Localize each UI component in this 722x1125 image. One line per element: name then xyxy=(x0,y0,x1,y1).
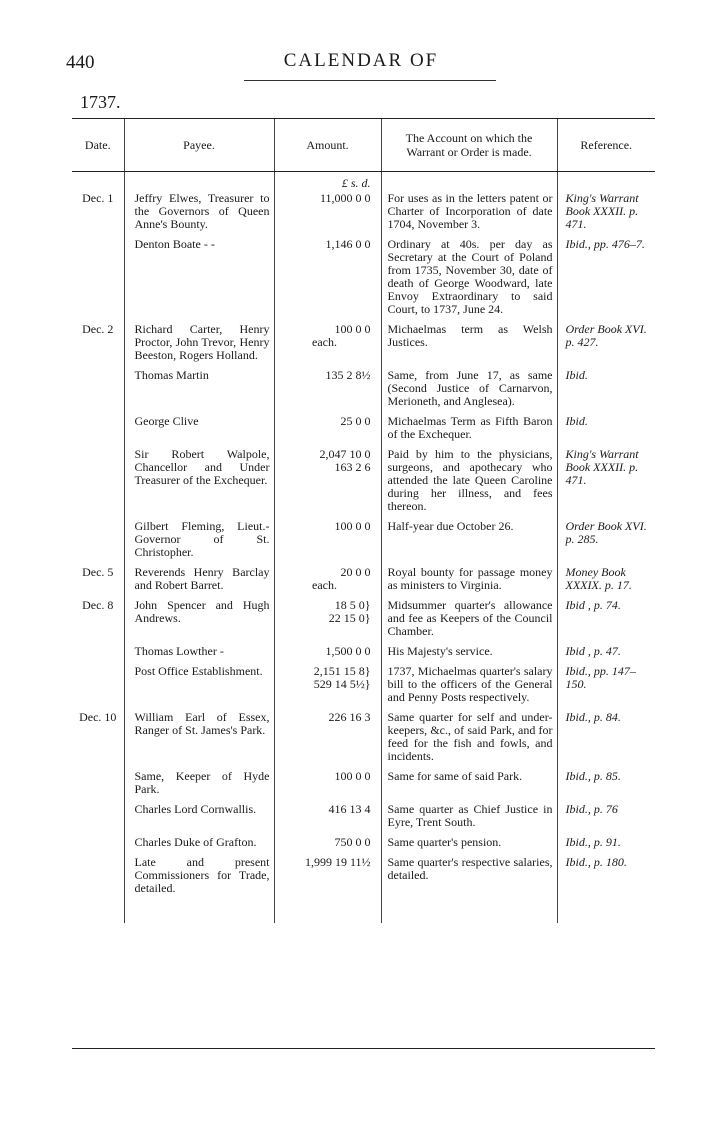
page-number: 440 xyxy=(66,52,95,73)
entry-payee: Same, Keeper of Hyde Park. xyxy=(124,770,274,803)
running-title: CALENDAR OF xyxy=(283,50,439,71)
entry-date: Dec. 10 xyxy=(79,710,117,724)
entry-date xyxy=(72,369,124,415)
calendar-table xyxy=(72,118,655,923)
title-rule xyxy=(244,80,496,81)
amount-line: 100 0 0 xyxy=(334,519,371,533)
entry-account: 1737, Michaelmas quarter's salary bill to the officers of the General and Penny Posts respectively. xyxy=(381,665,557,711)
entry-date xyxy=(72,520,124,566)
entry-amount xyxy=(274,323,381,369)
entry-payee: William Earl of Essex, Ranger of St. James's Park. xyxy=(124,711,274,770)
entry-amount xyxy=(274,711,381,770)
entry-account: Same quarter as Chief Justice in Eyre, Trent South. xyxy=(381,803,557,836)
entry-amount xyxy=(274,448,381,520)
entry-reference: Ibid., p. 180. xyxy=(557,856,655,923)
entry-account: Michaelmas term as Welsh Justices. xyxy=(381,323,557,369)
entry-payee: Gilbert Fleming, Lieut.-Governor of St. Christopher. xyxy=(124,520,274,566)
entry-payee: John Spencer and Hugh Andrews. xyxy=(124,599,274,645)
amount-line: 22 15 0} xyxy=(328,611,371,625)
entry-account: Same for same of said Park. xyxy=(381,770,557,803)
entry-payee: Richard Carter, Henry Proctor, John Trevor, Henry Beeston, Rogers Holland. xyxy=(124,323,274,369)
entry-amount xyxy=(274,192,381,238)
table-row xyxy=(72,711,655,770)
amount-line: 750 0 0 xyxy=(334,835,371,849)
amount-line: 11,000 0 0 xyxy=(319,191,371,205)
table-row xyxy=(72,192,655,238)
entry-date xyxy=(72,415,124,448)
table-row xyxy=(72,520,655,566)
amount-line: 1,999 19 11½ xyxy=(304,855,371,869)
table-row xyxy=(72,803,655,836)
entry-reference: Ibid., p. 76 xyxy=(557,803,655,836)
table-row xyxy=(72,645,655,665)
entry-reference: Order Book XVI. p. 427. xyxy=(557,323,655,369)
column-header-payee: Payee. xyxy=(124,119,274,172)
amount-line: 100 0 0 xyxy=(334,322,371,336)
entry-account: Half-year due October 26. xyxy=(381,520,557,566)
entry-payee: Thomas Martin xyxy=(124,369,274,415)
amount-line: 529 14 5½} xyxy=(313,677,371,691)
amount-line: 18 5 0} xyxy=(334,598,371,612)
table-row xyxy=(72,323,655,369)
entry-date xyxy=(72,645,124,665)
column-header-reference: Reference. xyxy=(557,119,655,172)
entry-account: Michaelmas Term as Fifth Baron of the Exchequer. xyxy=(381,415,557,448)
entry-reference: Ibid. xyxy=(557,369,655,415)
entry-reference: King's Warrant Book XXXII. p. 471. xyxy=(557,448,655,520)
entry-amount xyxy=(274,415,381,448)
entry-payee: George Clive xyxy=(124,415,274,448)
entry-reference: Order Book XVI. p. 285. xyxy=(557,520,655,566)
entry-amount xyxy=(274,566,381,599)
entry-amount xyxy=(274,238,381,323)
amount-line: 2,047 10 0 xyxy=(319,447,371,461)
entry-amount xyxy=(274,645,381,665)
entry-payee: Denton Boate - - xyxy=(124,238,274,323)
entry-payee: Late and present Commissioners for Trade, detailed. xyxy=(124,856,274,923)
table-row xyxy=(72,770,655,803)
entry-date: Dec. 2 xyxy=(82,322,114,336)
entry-amount xyxy=(274,369,381,415)
entry-account: Midsummer quarter's allowance and fee as Keepers of the Council Chamber. xyxy=(381,599,557,645)
entry-account: For uses as in the letters patent or Charter of Incorporation of date 1704, November 3. xyxy=(381,192,557,238)
entry-date xyxy=(72,856,124,923)
entry-reference: Ibid. xyxy=(557,415,655,448)
entry-account: His Majesty's service. xyxy=(381,645,557,665)
amount-line: 20 0 0 xyxy=(340,565,371,579)
column-header-date: Date. xyxy=(72,119,124,172)
entry-amount xyxy=(274,665,381,711)
entry-payee: Reverends Henry Barclay and Robert Barret. xyxy=(124,566,274,599)
entry-payee: Post Office Establishment. xyxy=(124,665,274,711)
entry-amount xyxy=(274,836,381,856)
entry-reference: Ibid , p. 74. xyxy=(557,599,655,645)
bottom-rule xyxy=(72,1048,655,1049)
table-spacer-row xyxy=(72,172,655,193)
year-heading: 1737. xyxy=(80,92,121,112)
entry-payee: Charles Duke of Grafton. xyxy=(124,836,274,856)
amount-line: 135 2 8½ xyxy=(325,368,371,382)
table-header-row xyxy=(72,119,655,172)
entry-payee: Thomas Lowther - xyxy=(124,645,274,665)
column-header-account: The Account on which the Warrant or Order is made. xyxy=(381,119,557,172)
entry-amount xyxy=(274,599,381,645)
entry-date xyxy=(72,836,124,856)
entry-reference: Money Book XXXIX. p. 17. xyxy=(557,566,655,599)
table-row xyxy=(72,836,655,856)
amount-line: 1,500 0 0 xyxy=(325,644,371,658)
entry-account: Paid by him to the physicians, surgeons, and apothecary who attended the late Queen Caroline during her illness, and fees thereon. xyxy=(381,448,557,520)
table-row xyxy=(72,369,655,415)
entry-payee: Sir Robert Walpole, Chancellor and Under Treasurer of the Exchequer. xyxy=(124,448,274,520)
table-row xyxy=(72,665,655,711)
amount-line: 2,151 15 8} xyxy=(313,664,371,678)
entry-reference: Ibid., p. 85. xyxy=(557,770,655,803)
entry-date xyxy=(72,238,124,323)
entry-reference: Ibid., pp. 147–150. xyxy=(557,665,655,711)
amount-line: 25 0 0 xyxy=(340,414,371,428)
entry-account: Same quarter for self and under-keepers, &c., of said Park, and for feed for the fish and fowls, and incidents. xyxy=(381,711,557,770)
entry-payee: Jeffry Elwes, Treasurer to the Governors of Queen Anne's Bounty. xyxy=(124,192,274,238)
entry-reference: Ibid., pp. 476–7. xyxy=(557,238,655,323)
entry-reference: Ibid , p. 47. xyxy=(557,645,655,665)
entry-date xyxy=(72,803,124,836)
entry-reference: King's Warrant Book XXXII. p. 471. xyxy=(557,192,655,238)
amount-line: 416 13 4 xyxy=(328,802,371,816)
calendar-table-container xyxy=(72,118,655,923)
amount-line: each. xyxy=(312,578,337,592)
entry-account: Same quarter's pension. xyxy=(381,836,557,856)
entry-reference: Ibid., p. 91. xyxy=(557,836,655,856)
entry-date: Dec. 5 xyxy=(82,565,114,579)
entry-amount xyxy=(274,803,381,836)
entry-payee: Charles Lord Cornwallis. xyxy=(124,803,274,836)
entry-reference: Ibid., p. 84. xyxy=(557,711,655,770)
table-row xyxy=(72,415,655,448)
table-row xyxy=(72,566,655,599)
entry-amount xyxy=(274,520,381,566)
table-row xyxy=(72,238,655,323)
entry-date xyxy=(72,770,124,803)
amount-line: 1,146 0 0 xyxy=(325,237,371,251)
entry-account: Royal bounty for passage money as ministers to Virginia. xyxy=(381,566,557,599)
entry-date: Dec. 8 xyxy=(82,598,114,612)
entry-amount xyxy=(274,770,381,803)
currency-header: £ s. d. xyxy=(274,172,381,193)
entry-date: Dec. 1 xyxy=(82,191,114,205)
table-row xyxy=(72,599,655,645)
table-row xyxy=(72,856,655,923)
amount-line: 226 16 3 xyxy=(328,710,371,724)
amount-line: 163 2 6 xyxy=(334,460,371,474)
table-row xyxy=(72,448,655,520)
entry-amount xyxy=(274,856,381,923)
column-header-amount: Amount. xyxy=(274,119,381,172)
entry-date xyxy=(72,448,124,520)
entry-account: Same quarter's respective salaries, detailed. xyxy=(381,856,557,923)
amount-line: each. xyxy=(312,335,337,349)
entry-account: Same, from June 17, as same (Second Justice of Carnarvon, Merioneth, and Anglesea). xyxy=(381,369,557,415)
entry-date xyxy=(72,665,124,711)
entry-account: Ordinary at 40s. per day as Secretary at the Court of Poland from 1735, November 30, date of death of George Woodward, late Envoy Extraordinary to said Court, to 1737, June 24. xyxy=(381,238,557,323)
amount-line: 100 0 0 xyxy=(334,769,371,783)
